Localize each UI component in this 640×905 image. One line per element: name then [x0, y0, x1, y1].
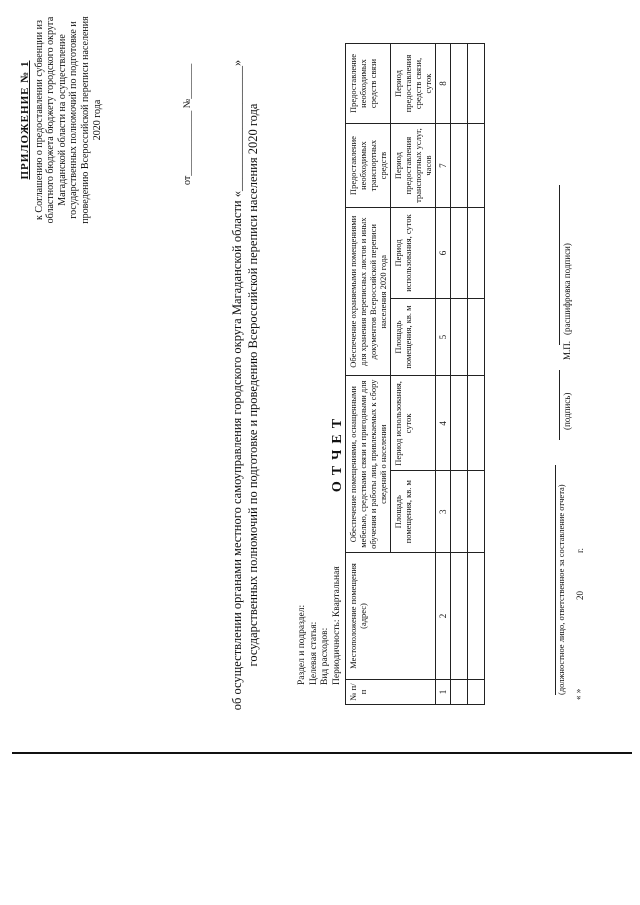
report-subtitle: об осуществлении органами местного самоуправления городского округа Магаданской области «____________________» государственных полномочий по подготовке и проведению Всероссийской переписи населения 2020 года [230, 59, 260, 711]
header-period-use: Период использования, суток [391, 376, 436, 471]
table-cell [451, 208, 468, 299]
appendix-body: к Соглашению о предоставлении субвенции из областного бюджета бюджету городского округа Магаданской области на осуществление государственных полномочий по подготовке и проведению Всероссийской переписи населения 2020 года [33, 16, 103, 224]
scan-edge-line [12, 752, 632, 754]
col-number: 5 [436, 298, 451, 375]
table-cell [468, 553, 485, 680]
appendix-block [20, 15, 103, 225]
header-area-2: Площадь помещения, кв. м [391, 298, 436, 375]
signature-year: 20 [575, 591, 585, 600]
table-cell [451, 376, 468, 471]
signature-position-caption: (должностное лицо, ответственное за составление отчета) [556, 484, 566, 695]
appendix-title: ПРИЛОЖЕНИЕ № 1 [19, 60, 31, 180]
col-number: 7 [436, 124, 451, 208]
table-number-row [436, 44, 451, 705]
signature-sign-line [559, 370, 560, 440]
header-group-comm: Предоставление необходимых средств связи [346, 44, 391, 124]
report-meta [297, 566, 343, 685]
table-cell [468, 44, 485, 124]
table-cell [468, 680, 485, 705]
table-row [451, 44, 468, 705]
header-num: № п/п [346, 680, 436, 705]
header-transport-period: Период предоставления транспортных услуг, часов [391, 124, 436, 208]
table-cell [468, 376, 485, 471]
table-cell [451, 471, 468, 553]
meta-target: Целевая статья: [308, 621, 319, 685]
table-cell [451, 680, 468, 705]
header-area: Площадь помещения, кв. м [391, 471, 436, 553]
signature-sign-caption: (подпись) [562, 392, 572, 430]
header-group-training: Обеспечение помещениями, оснащенными мебелью, средствами связи и пригодными для обучения и работы лиц, привлекаемых к сбору сведений о населении [346, 376, 391, 553]
header-period-use-2: Период использования, суток [391, 208, 436, 299]
header-comm-period: Период предоставления средств связи, суток [391, 44, 436, 124]
header-location: Местоположение помещения (адрес) [346, 553, 436, 680]
report-title: ОТЧЕТ [330, 412, 345, 493]
table-cell [451, 298, 468, 375]
signature-date: « » [573, 688, 583, 700]
meta-section: Раздел и подраздел: [297, 604, 307, 685]
col-number: 8 [436, 44, 451, 124]
col-number: 6 [436, 208, 451, 299]
col-number: 1 [436, 680, 451, 705]
meta-expense: Вид расходов: [320, 627, 330, 685]
table-header-row [346, 44, 391, 705]
table-cell [451, 124, 468, 208]
signature-decode-caption: (расшифровка подписи) [562, 243, 572, 335]
table-cell [468, 471, 485, 553]
table-cell [468, 124, 485, 208]
col-number: 4 [436, 376, 451, 471]
meta-periodicity: Периодичность: Квартальная [331, 566, 342, 685]
table-cell [468, 208, 485, 299]
signature-year-suffix: г. [575, 548, 585, 553]
header-group-transport: Предоставление необходимых транспортных средств [346, 124, 391, 208]
table-row [468, 44, 485, 705]
signature-stamp-mark: М.П. [562, 340, 572, 360]
table-cell [451, 44, 468, 124]
header-group-storage: Обеспечение охраняемыми помещениями для хранения переписных листов и иных документов Всероссийской переписи населения 2020 года [346, 208, 391, 376]
col-number: 3 [436, 471, 451, 553]
appendix-from-line: от_____________ №_______ [182, 63, 193, 185]
table-cell [451, 553, 468, 680]
table-cell [468, 298, 485, 375]
col-number: 2 [436, 553, 451, 680]
report-table [345, 43, 485, 705]
signature-decode-line [559, 185, 560, 345]
